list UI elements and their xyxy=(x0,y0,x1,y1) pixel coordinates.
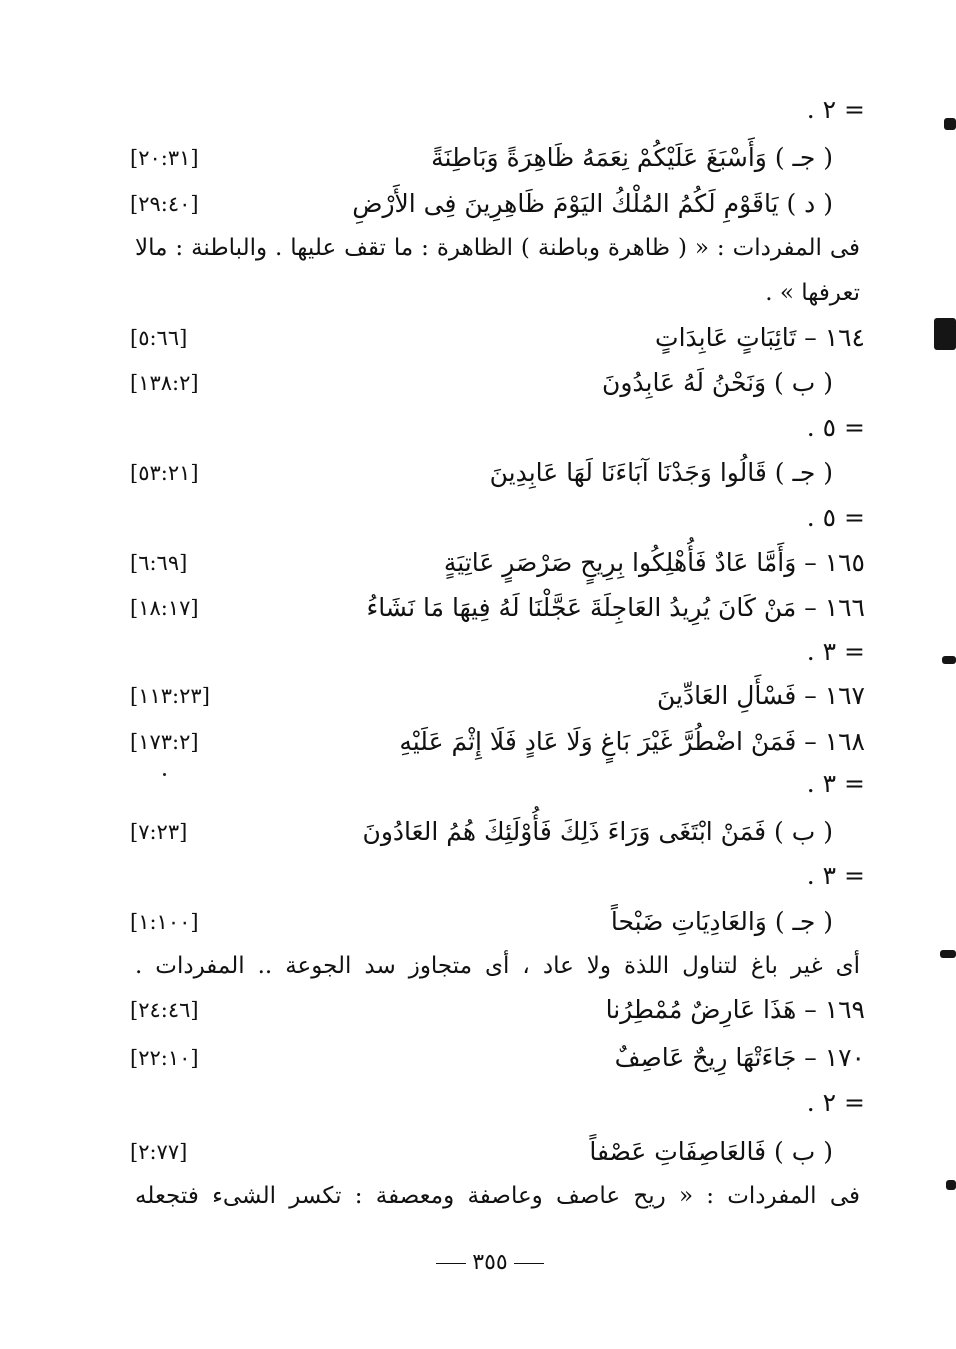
equals-line xyxy=(130,856,865,896)
verse-text: ( جـ ) وَأَسْبَغَ عَلَيْكُمْ نِعَمَهُ ظَاهِرَةً وَبَاطِنَةً xyxy=(431,143,833,172)
entry-line xyxy=(130,990,865,1030)
verse-reference: [٥٣:٢١] xyxy=(130,461,199,485)
line-text: = ٥ . xyxy=(806,503,865,532)
entry-text: ١٦٩ – هَذَا عَارِضٌ مُمْطِرُنا xyxy=(605,995,865,1024)
entry-text: ١٦٨ – فَمَنْ اضْطُرَّ غَيْرَ بَاغٍ وَلَا عَادٍ فَلَا إِثْمَ عَلَيْهِ xyxy=(399,727,865,756)
verse-reference: [١١٣:٢٣] xyxy=(130,684,210,708)
equals-line xyxy=(130,498,865,538)
verse-text: ( جـ ) قَالُوا وَجَدْنَا آبَاءَنَا لَهَا عَابِدِينَ xyxy=(489,458,833,487)
verse-reference: [٦:٦٩] xyxy=(130,551,188,575)
equals-line xyxy=(130,408,865,448)
verse-reference: [٢٤:٤٦] xyxy=(130,998,199,1022)
entry-text: ١٦٦ – مَنْ كَانَ يُرِيدُ العَاجِلَةَ عَجَّلْنَا لَهُ فِيهَا مَا نَشَاءُ xyxy=(366,593,865,622)
verse-line xyxy=(130,453,865,493)
equals-line xyxy=(130,764,865,804)
equals-line xyxy=(130,1083,865,1123)
verse-line xyxy=(130,1132,865,1172)
commentary-line: فى المفردات : « ريح عاصف وعاصفة ومعصفة : تكسر الشىء فتجعله xyxy=(135,1183,860,1209)
line-text: = ٥ . xyxy=(806,413,865,442)
verse-text: ( د ) يَاقَوْمِ لَكُمُ المُلْكُ اليَوْمَ ظَاهِرِينَ فِى الأَرْضِ xyxy=(352,189,833,218)
entry-line xyxy=(130,543,865,583)
equals-line xyxy=(130,90,865,130)
verse-reference: [١٨:١٧] xyxy=(130,596,199,620)
entry-line xyxy=(130,318,865,358)
scan-edge-mark xyxy=(940,950,956,958)
scan-edge-mark xyxy=(944,118,956,130)
verse-reference: [٢٩:٤٠] xyxy=(130,192,199,216)
line-text: = ٣ . xyxy=(806,861,865,890)
verse-line xyxy=(130,812,865,852)
verse-reference: [٢٠:٣١] xyxy=(130,146,199,170)
verse-reference: [١:١٠٠] xyxy=(130,910,199,934)
entry-text: ١٦٧ – فَسْأَلِ العَادِّينَ xyxy=(656,681,865,710)
line-text: = ٣ . xyxy=(806,769,865,798)
verse-reference: [٢:٧٧] xyxy=(130,1140,188,1164)
verse-line xyxy=(130,184,865,224)
verse-text: ( جـ ) وَالعَادِيَاتِ ضَبْحاً xyxy=(610,907,833,936)
verse-reference: [١٣٨:٢] xyxy=(130,371,199,395)
verse-reference: [١٧٣:٢] xyxy=(130,730,199,754)
equals-line xyxy=(130,632,865,672)
entry-text: ١٧٠ – جَاءَتْهَا رِيحٌ عَاصِفٌ xyxy=(614,1043,865,1072)
verse-reference: [٢٢:١٠] xyxy=(130,1046,199,1070)
verse-text: ( ب ) فَالعَاصِفَاتِ عَصْفاً xyxy=(589,1137,833,1166)
verse-reference: [٧:٢٣] xyxy=(130,820,188,844)
page-number-footer xyxy=(420,1250,560,1275)
verse-line xyxy=(130,138,865,178)
footer-dash xyxy=(514,1263,544,1264)
commentary-line: فى المفردات : « ( ظاهرة وباطنة ) الظاهرة : ما تقف عليها . والباطنة : مالا xyxy=(135,235,860,261)
commentary-line: تعرفها » . xyxy=(765,280,860,306)
entry-line xyxy=(130,1038,865,1078)
line-text: = ٢ . xyxy=(806,1088,865,1117)
scan-edge-mark xyxy=(946,1180,956,1190)
scan-edge-mark xyxy=(934,318,956,350)
footer-dash xyxy=(436,1263,466,1264)
verse-line xyxy=(130,902,865,942)
verse-line xyxy=(130,363,865,403)
entry-text: ١٦٤ – تَائِبَاتٍ عَابِدَاتٍ xyxy=(655,323,865,352)
entry-text: ١٦٥ – وَأَمَّا عَادٌ فَأُهْلِكُوا بِرِيحٍ صَرْصَرٍ عَاتِيَةٍ xyxy=(443,548,865,577)
verse-text: ( ب ) وَنَحْنُ لَهُ عَابِدُونَ xyxy=(601,368,833,397)
line-text: = ٢ . xyxy=(806,95,865,124)
line-text: = ٣ . xyxy=(806,637,865,666)
scan-edge-mark xyxy=(942,656,956,664)
verse-reference: [٥:٦٦] xyxy=(130,326,188,350)
page-number: ٣٥٥ xyxy=(472,1250,508,1275)
verse-text: ( ب ) فَمَنْ ابْتَغَى وَرَاءَ ذَلِكَ فَأُوْلَئِكَ هُمُ العَادُونَ xyxy=(362,817,833,846)
entry-line xyxy=(130,676,865,716)
entry-line xyxy=(130,722,865,762)
entry-line xyxy=(130,588,865,628)
commentary-line: أى غير باغ لتناول اللذة ولا عاد ، أى متجاوز سد الجوعة .. المفردات . xyxy=(135,953,860,979)
